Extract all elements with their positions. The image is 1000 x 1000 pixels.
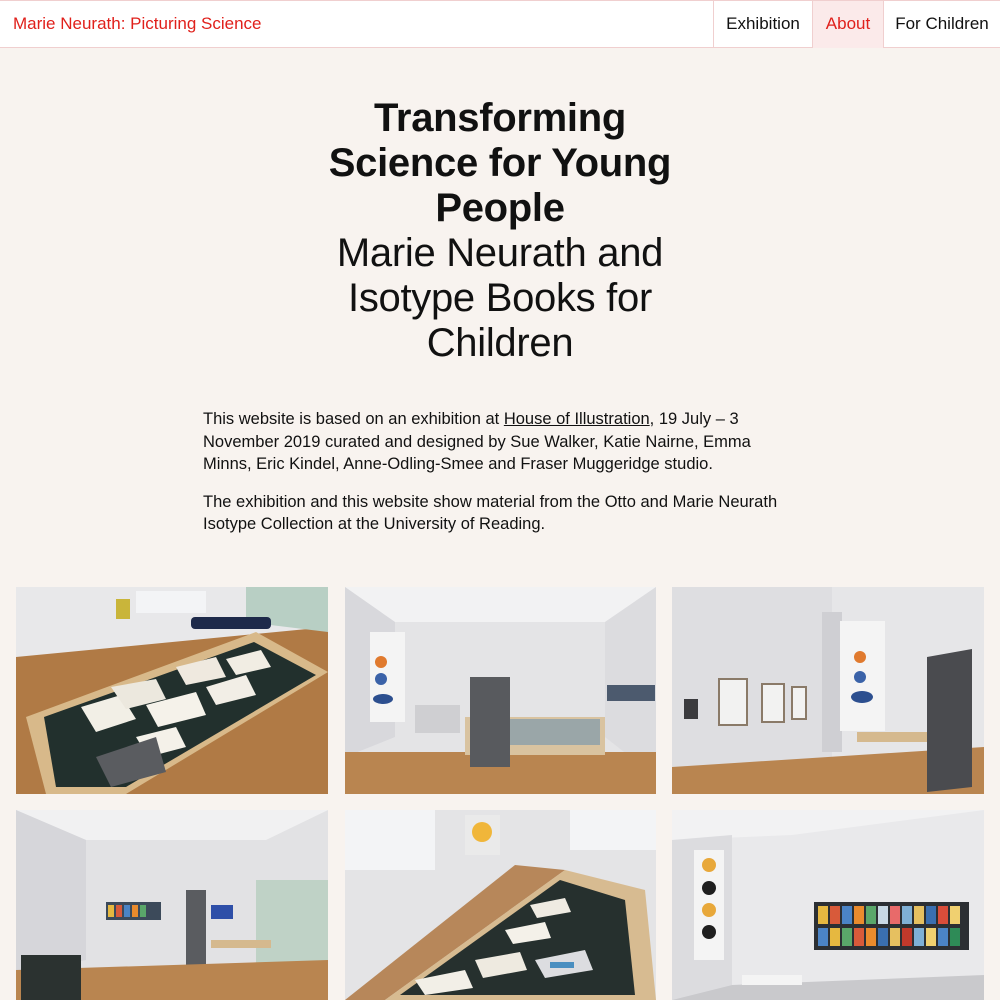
gallery-room-photo: [345, 587, 656, 794]
page-heading: [300, 96, 700, 366]
nav-about[interactable]: About: [812, 1, 883, 48]
page-title-line-2: Science for Young: [328, 141, 672, 185]
gallery-wall-photo: [672, 587, 984, 794]
exhibition-photo-2[interactable]: [345, 587, 656, 794]
page-subtitle-line-3: Children: [426, 321, 574, 365]
exhibition-photo-4[interactable]: [16, 810, 328, 1000]
intro-text: [203, 408, 793, 551]
exhibition-photo-5[interactable]: [345, 810, 656, 1000]
exhibition-photo-6[interactable]: [672, 810, 984, 1000]
house-of-illustration-link[interactable]: House of Illustration: [503, 410, 650, 428]
nav-exhibition[interactable]: Exhibition: [713, 1, 812, 48]
top-navigation-bar: [0, 0, 1000, 48]
intro-p1-after: , 19 July – 3 November 2019 curated and designed by Sue Walker, Katie Nairne, Emma Minns, Eric Kindel, Anne-Odling-Smee and Fraser Muggeridge studio.: [203, 410, 751, 473]
page-title: [300, 96, 700, 231]
exhibition-photo-1[interactable]: [16, 587, 328, 794]
display-table-photo: [16, 587, 328, 794]
glass-case-photo: [345, 810, 656, 1000]
page-subtitle-line-1: Marie Neurath and: [336, 231, 664, 275]
site-title-link[interactable]: Marie Neurath: Picturing Science: [13, 14, 262, 33]
page-subtitle-line-2: Isotype Books for: [348, 276, 652, 320]
book-rack-photo: [672, 810, 984, 1000]
page-title-line-3: People: [435, 186, 565, 230]
intro-paragraph-1: [203, 408, 793, 476]
page-title-line-1: Transforming: [374, 96, 626, 140]
exhibition-photo-3[interactable]: [672, 587, 984, 794]
nav-for-children[interactable]: For Children: [883, 1, 1000, 48]
gallery-shelf-photo: [16, 810, 328, 1000]
intro-paragraph-2: The exhibition and this website show material from the Otto and Marie Neurath Isotype Collection at the University of Reading.: [203, 492, 778, 533]
page-subtitle: [300, 231, 700, 366]
intro-p1-before: This website is based on an exhibition at: [203, 410, 504, 428]
main-nav: [713, 1, 1000, 48]
